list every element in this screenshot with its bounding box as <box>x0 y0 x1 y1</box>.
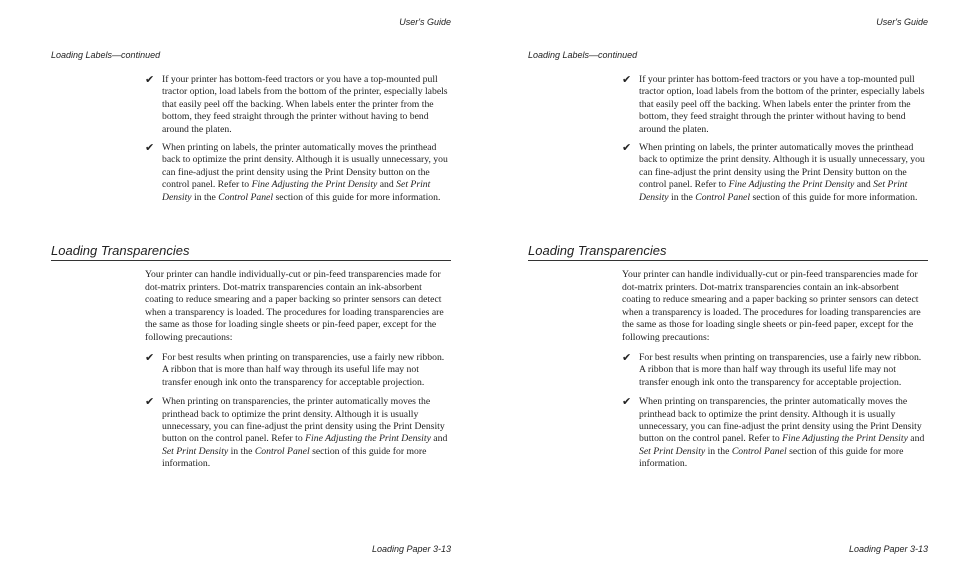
list-item <box>622 74 927 136</box>
bullet-text: in the <box>705 445 732 457</box>
check-mark-icon: ✔ <box>622 395 632 409</box>
bullet-text: When printing on transparencies, the printer automatically moves the printhead back to optimize the print density. Although it is usually unnecessary, you can fine-adjust the print density using the Print Density button on the control panel. Refer to <box>162 396 445 445</box>
bullet-text: section of this guide for more information. <box>273 191 441 203</box>
cross-reference: Set Print Density <box>639 445 706 457</box>
label-bullet-list <box>145 74 450 210</box>
bullet-text: For best results when printing on transparencies, use a fairly new ribbon. A ribbon that is more than half way through its useful life may not transfer enough ink onto the transparency for acceptable projection. <box>162 352 445 388</box>
bullet-text: in the <box>191 191 219 203</box>
list-item <box>145 142 450 204</box>
check-mark-icon: ✔ <box>145 73 155 86</box>
list-item <box>622 142 927 204</box>
section-intro: Your printer can handle individually-cut or pin-feed transparencies made for dot-matrix printers. Dot-matrix transparencies contain an ink-absorbent coating to reduce smearing and a paper backing so printer sensors can detect when a transparency is loaded. The procedures for loading transparencies are the same as those for loading single sheets or pin-feed paper, except for the following precautions: <box>145 269 444 343</box>
check-mark-icon: ✔ <box>145 141 155 155</box>
list-item <box>145 396 450 470</box>
running-header: User's Guide <box>876 17 928 27</box>
cross-reference: Control Panel <box>695 191 751 203</box>
section-title: Loading Transparencies <box>51 243 451 261</box>
check-mark-icon: ✔ <box>145 395 155 409</box>
transparency-bullet-list <box>145 352 450 478</box>
running-footer: Loading Paper 3-13 <box>848 544 928 554</box>
bullet-text: If your printer has bottom-feed tractors or you have a top-mounted pull tractor option, load labels from the bottom of the printer, especially labels that easily peel off the backing. When labels enter the printer from the bottom, they feed straight through the printer without having to bend around the platen. <box>639 74 925 135</box>
bullet-text: For best results when printing on transparencies, use a fairly new ribbon. A ribbon that is more than half way through its useful life may not transfer enough ink onto the transparency for acceptable projection. <box>639 352 922 388</box>
check-mark-icon: ✔ <box>622 141 632 155</box>
check-mark-icon: ✔ <box>622 73 632 86</box>
bullet-text: If your printer has bottom-feed tractors or you have a top-mounted pull tractor option, load labels from the bottom of the printer, especially labels that easily peel off the backing. When labels enter the printer from the bottom, they feed straight through the printer without having to bend around the platen. <box>162 74 448 135</box>
bullet-text: section of this guide for more information. <box>639 445 904 470</box>
list-item <box>622 396 927 470</box>
cross-reference: Fine Adjusting the Print Density <box>305 433 431 445</box>
bullet-text: section of this guide for more information. <box>162 445 427 470</box>
cross-reference: Set Print Density <box>162 445 229 457</box>
list-item <box>622 352 927 389</box>
running-header: User's Guide <box>399 17 451 27</box>
cross-reference: Fine Adjusting the Print Density <box>782 433 908 445</box>
bullet-text: and <box>430 433 448 445</box>
check-mark-icon: ✔ <box>622 351 632 364</box>
cross-reference: Control Panel <box>218 191 274 203</box>
check-mark-icon: ✔ <box>145 351 155 364</box>
cross-reference: Control Panel <box>731 445 787 457</box>
section-intro: Your printer can handle individually-cut or pin-feed transparencies made for dot-matrix printers. Dot-matrix transparencies contain an ink-absorbent coating to reduce smearing and a paper backing so printer sensors can detect when a transparency is loaded. The procedures for loading transparencies are the same as those for loading single sheets or pin-feed paper, except for the following precautions: <box>622 269 921 343</box>
bullet-text: and <box>907 433 925 445</box>
continued-label: Loading Labels—continued <box>51 50 161 60</box>
cross-reference: Control Panel <box>254 445 310 457</box>
bullet-text: and <box>377 179 397 191</box>
list-item <box>145 352 450 389</box>
cross-reference: Set Print Density <box>162 179 431 203</box>
bullet-text: section of this guide for more information. <box>750 191 918 203</box>
bullet-text: When printing on labels, the printer automatically moves the printhead back to optimize the print density. Although it is usually unnecessary, you can fine-adjust the print density using the Print Density button on the control panel. Refer to <box>162 142 448 191</box>
cross-reference: Fine Adjusting the Print Density <box>251 179 378 191</box>
bullet-text: in the <box>228 445 255 457</box>
running-footer: Loading Paper 3-13 <box>371 544 451 554</box>
transparency-bullet-list <box>622 352 927 478</box>
bullet-text: in the <box>668 191 696 203</box>
label-bullet-list <box>622 74 927 210</box>
page-right <box>477 0 954 580</box>
cross-reference: Fine Adjusting the Print Density <box>728 179 855 191</box>
list-item <box>145 74 450 136</box>
cross-reference: Set Print Density <box>639 179 908 203</box>
bullet-text: When printing on transparencies, the printer automatically moves the printhead back to optimize the print density. Although it is usually unnecessary, you can fine-adjust the print density using the Print Density button on the control panel. Refer to <box>639 396 922 445</box>
continued-label: Loading Labels—continued <box>528 50 638 60</box>
bullet-text: When printing on labels, the printer automatically moves the printhead back to optimize the print density. Although it is usually unnecessary, you can fine-adjust the print density using the Print Density button on the control panel. Refer to <box>639 142 925 191</box>
section-title: Loading Transparencies <box>528 243 928 261</box>
bullet-text: and <box>854 179 874 191</box>
